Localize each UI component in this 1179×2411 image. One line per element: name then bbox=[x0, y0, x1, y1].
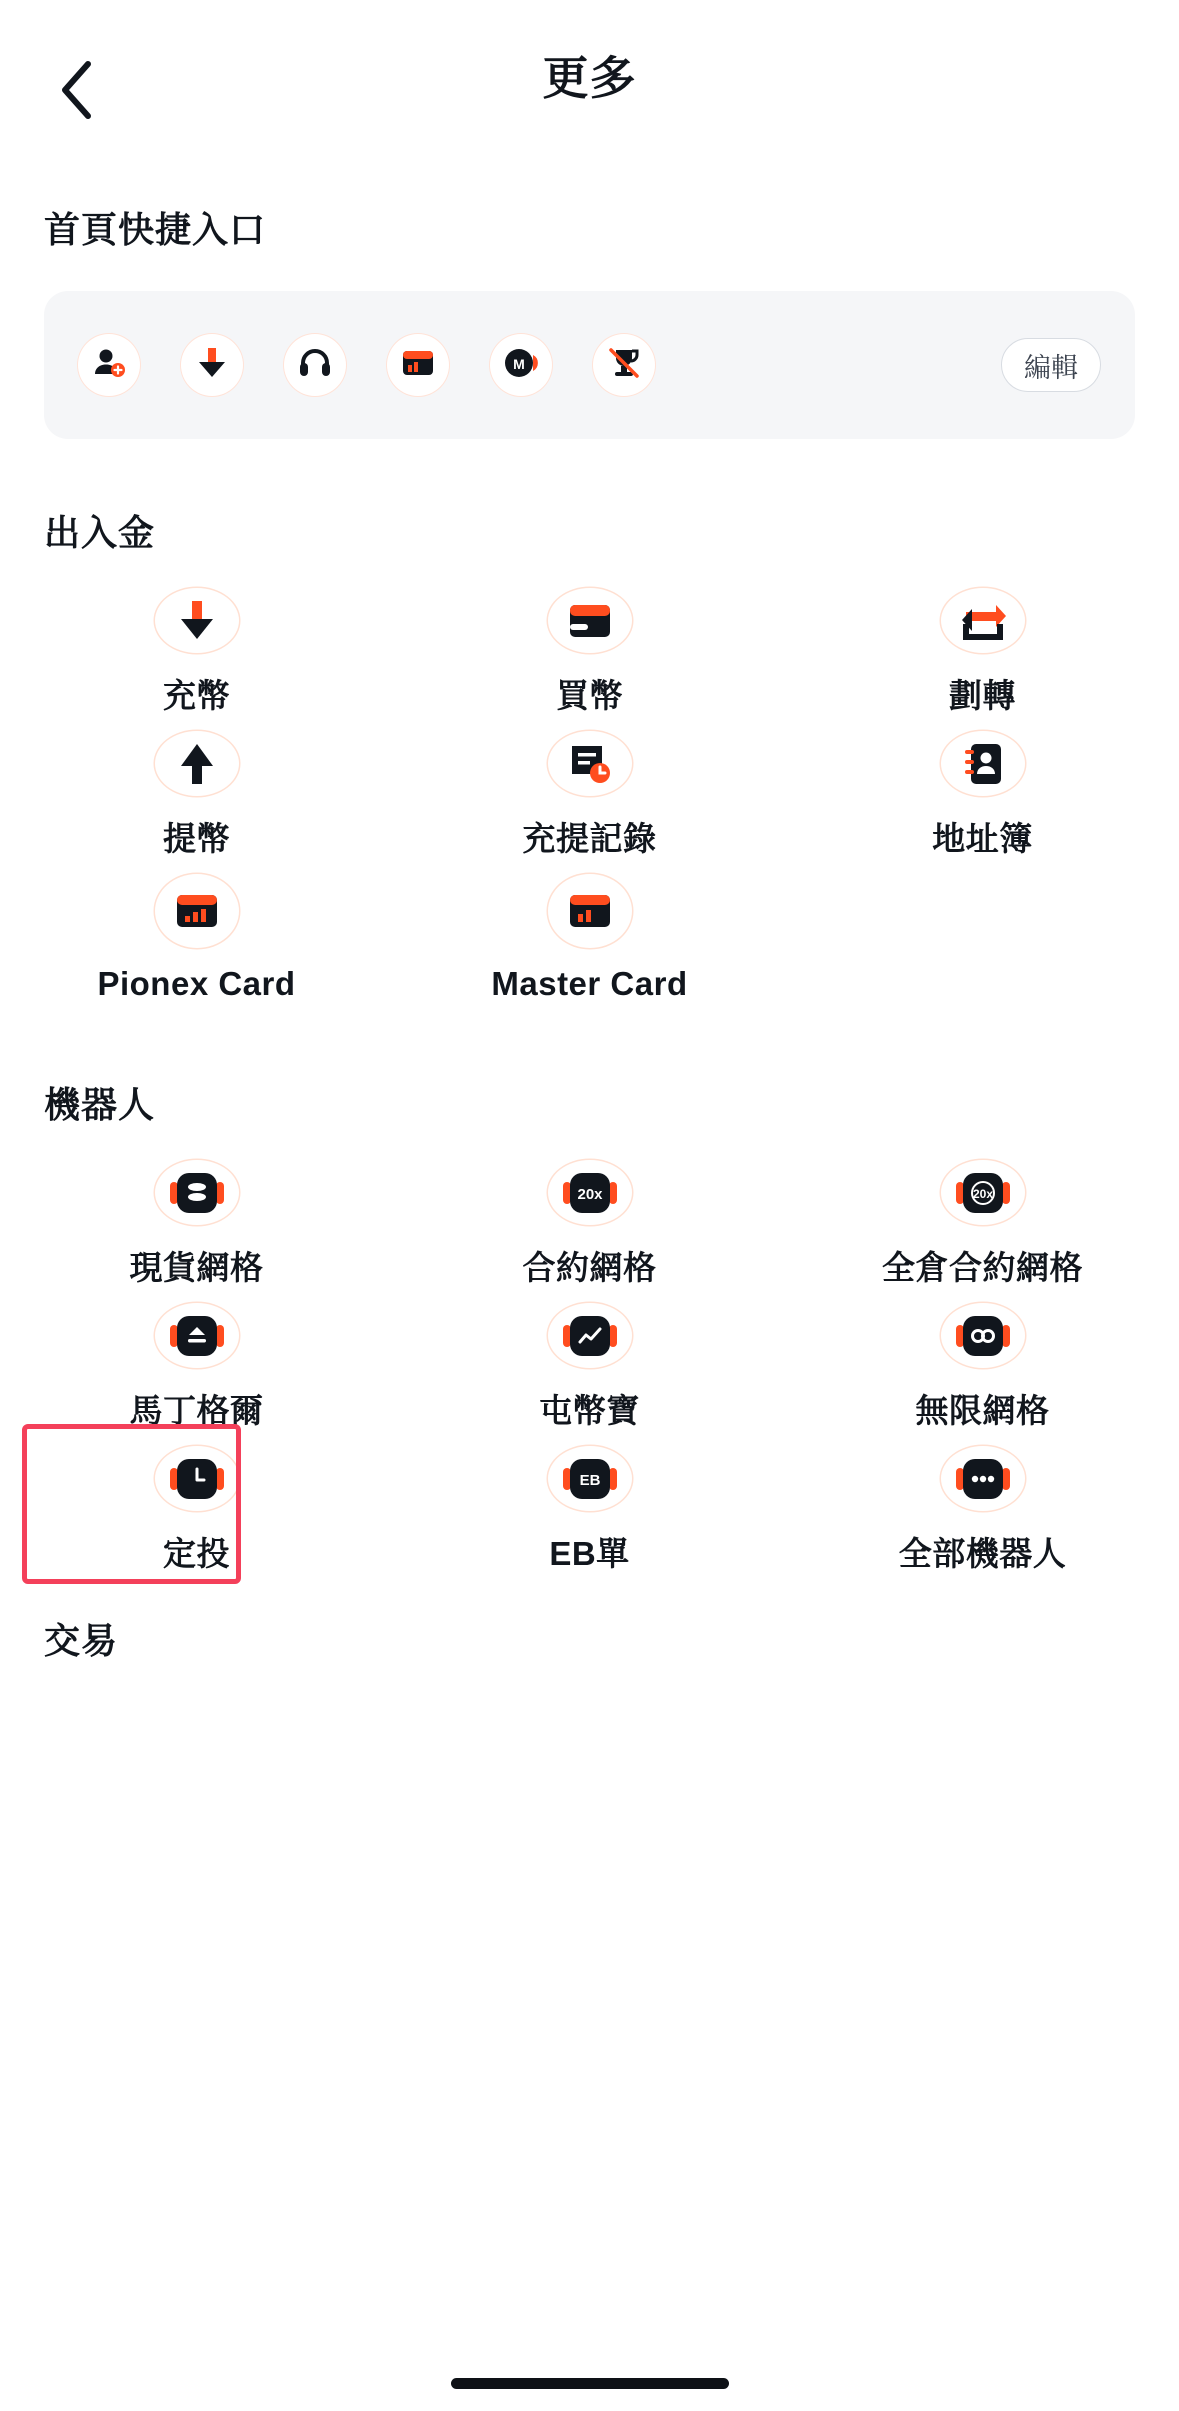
card-icon bbox=[401, 349, 435, 382]
bots-grid bbox=[0, 1146, 1179, 1575]
arrow-down-bold-icon bbox=[155, 588, 239, 653]
bot-label: 無限網格 bbox=[915, 1392, 1050, 1429]
funds-grid bbox=[0, 574, 1179, 1003]
card-bar-icon bbox=[548, 874, 632, 948]
credit-card-icon bbox=[548, 588, 632, 653]
feature-label: Pionex Card bbox=[97, 965, 296, 1002]
trade-title: 交易 bbox=[44, 1620, 119, 1661]
edit-quick-entry-button[interactable]: 編輯 bbox=[1001, 338, 1101, 392]
feature-label: 地址簿 bbox=[932, 820, 1033, 857]
svg-text:20x: 20x bbox=[576, 1185, 603, 1203]
bot-dca[interactable] bbox=[0, 1432, 393, 1575]
bot-label: EB單 bbox=[549, 1535, 630, 1572]
quick-item-rewards[interactable] bbox=[593, 334, 655, 396]
quick-item-deposit[interactable] bbox=[181, 334, 243, 396]
feature-transfer[interactable] bbox=[786, 574, 1179, 717]
feature-label: 提幣 bbox=[163, 820, 230, 857]
bot-label: 馬丁格爾 bbox=[129, 1392, 264, 1429]
feature-pionex-card[interactable] bbox=[0, 860, 393, 1003]
feature-label: Master Card bbox=[491, 965, 688, 1002]
feature-label: 劃轉 bbox=[949, 677, 1016, 714]
quick-item-support[interactable] bbox=[284, 334, 346, 396]
funds-section bbox=[0, 505, 1179, 1003]
bots-title: 機器人 bbox=[44, 1084, 156, 1125]
address-book-icon bbox=[941, 731, 1025, 796]
feature-transaction-history[interactable] bbox=[393, 717, 786, 860]
feature-address-book[interactable] bbox=[786, 717, 1179, 860]
quick-entry-section bbox=[0, 202, 1179, 439]
all-bots-icon bbox=[941, 1446, 1025, 1511]
bot-leveraged-grid[interactable] bbox=[393, 1146, 786, 1289]
quick-entry-card bbox=[44, 291, 1135, 439]
bot-label: 定投 bbox=[163, 1535, 230, 1572]
leverage-20x-icon bbox=[548, 1160, 632, 1225]
quick-entry-title: 首頁快捷入口 bbox=[44, 209, 267, 250]
feature-label: 充提記錄 bbox=[522, 820, 657, 857]
infinity-grid-icon bbox=[941, 1303, 1025, 1368]
home-indicator bbox=[451, 2378, 729, 2389]
bot-cross-margin-grid[interactable] bbox=[786, 1146, 1179, 1289]
quick-item-invite-friends[interactable] bbox=[78, 334, 140, 396]
bots-section bbox=[0, 1077, 1179, 1575]
svg-text:M: M bbox=[513, 355, 525, 372]
bot-label: 合約網格 bbox=[522, 1249, 657, 1286]
quick-item-moonbot[interactable] bbox=[490, 334, 552, 396]
bot-label: 全部機器人 bbox=[898, 1535, 1067, 1572]
bot-all-bots[interactable] bbox=[786, 1432, 1179, 1575]
bot-eb-order[interactable] bbox=[393, 1432, 786, 1575]
svg-text:20x: 20x bbox=[972, 1186, 993, 1201]
trophy-icon bbox=[607, 346, 641, 385]
page-title: 更多 bbox=[542, 52, 637, 104]
bot-martingale[interactable] bbox=[0, 1289, 393, 1432]
feature-deposit[interactable] bbox=[0, 574, 393, 717]
feature-buy-crypto[interactable] bbox=[393, 574, 786, 717]
trade-section bbox=[0, 1613, 1179, 1664]
quick-entry-items bbox=[78, 334, 1001, 396]
feature-withdraw[interactable] bbox=[0, 717, 393, 860]
rebalance-icon bbox=[548, 1303, 632, 1368]
spot-grid-icon bbox=[155, 1160, 239, 1225]
cross-margin-20x-icon bbox=[941, 1160, 1025, 1225]
feature-label: 充幣 bbox=[163, 677, 230, 714]
bot-label: 屯幣寶 bbox=[539, 1392, 640, 1429]
history-record-icon bbox=[548, 731, 632, 796]
transfer-icon bbox=[941, 588, 1025, 653]
svg-text:EB: EB bbox=[579, 1471, 600, 1489]
feature-master-card[interactable] bbox=[393, 860, 786, 1003]
headset-icon bbox=[298, 346, 332, 385]
deposit-arrow-down-icon bbox=[196, 346, 228, 385]
bot-spot-grid[interactable] bbox=[0, 1146, 393, 1289]
m-coin-icon bbox=[503, 345, 539, 386]
add-user-icon bbox=[92, 346, 126, 385]
bot-rebalance[interactable] bbox=[393, 1289, 786, 1432]
funds-title: 出入金 bbox=[44, 512, 156, 553]
chevron-left-icon bbox=[58, 59, 94, 121]
eb-order-icon bbox=[548, 1446, 632, 1511]
martingale-icon bbox=[155, 1303, 239, 1368]
dca-clock-icon bbox=[155, 1446, 239, 1511]
back-button[interactable] bbox=[44, 58, 108, 122]
arrow-up-bold-icon bbox=[155, 731, 239, 796]
card-chart-icon bbox=[155, 874, 239, 948]
feature-label: 買幣 bbox=[556, 677, 623, 714]
bot-label: 全倉合約網格 bbox=[882, 1249, 1083, 1286]
bot-infinity-grid[interactable] bbox=[786, 1289, 1179, 1432]
bot-label: 現貨網格 bbox=[129, 1249, 264, 1286]
quick-item-card[interactable] bbox=[387, 334, 449, 396]
page-header bbox=[0, 0, 1179, 150]
